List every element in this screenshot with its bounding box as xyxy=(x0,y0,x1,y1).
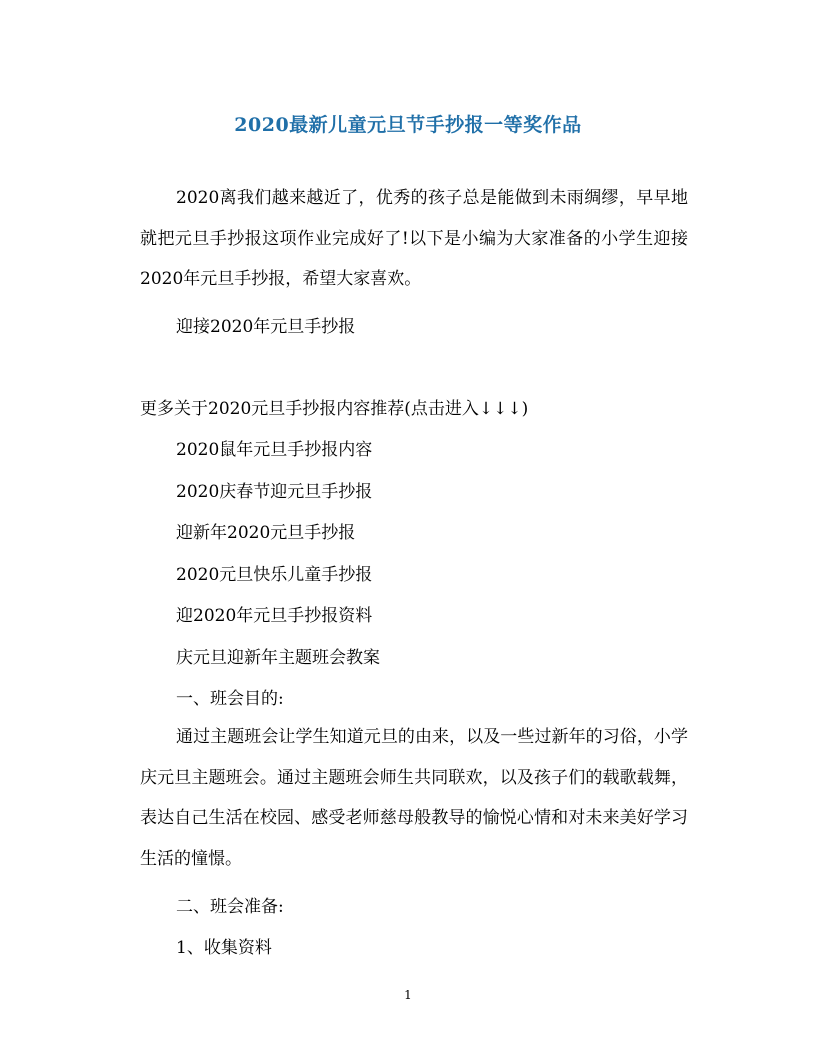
section-2-heading: 二、班会准备: xyxy=(176,897,284,917)
document-title: 2020最新儿童元旦节手抄报一等奖作品 xyxy=(234,114,582,136)
more-recommendations-heading: 更多关于2020元旦手抄报内容推荐(点击进入↓↓↓) xyxy=(140,399,529,419)
section-1-body: 通过主题班会让学生知道元旦的由来，以及一些过新年的习俗，小学庆元旦主题班会。通过主题班会师生共同联欢，以及孩子们的载歌载舞，表达自己生活在校园、感受老师慈母般教导的愉悦心情和对未来美好学习生活的憧憬。 xyxy=(140,727,688,869)
recommendation-link-4[interactable]: 2020元旦快乐儿童手抄报 xyxy=(176,565,373,585)
lesson-plan-title: 庆元旦迎新年主题班会教案 xyxy=(176,648,380,668)
recommendation-link-1[interactable]: 2020鼠年元旦手抄报内容 xyxy=(176,440,373,460)
intro-paragraph: 2020离我们越来越近了，优秀的孩子总是能做到未雨绸缪，早早地就把元旦手抄报这项作业完成好了!以下是小编为大家准备的小学生迎接2020年元旦手抄报，希望大家喜欢。 xyxy=(140,188,688,289)
recommendation-link-2[interactable]: 2020庆春节迎元旦手抄报 xyxy=(176,482,373,502)
page-number: 1 xyxy=(404,988,412,1002)
recommendation-link-3[interactable]: 迎新年2020元旦手抄报 xyxy=(176,523,356,543)
section-1-heading: 一、班会目的: xyxy=(176,689,284,709)
subtitle-line: 迎接2020年元旦手抄报 xyxy=(176,317,356,337)
recommendation-link-5[interactable]: 迎2020年元旦手抄报资料 xyxy=(176,606,373,626)
section-2-item-1: 1、收集资料 xyxy=(176,938,272,958)
